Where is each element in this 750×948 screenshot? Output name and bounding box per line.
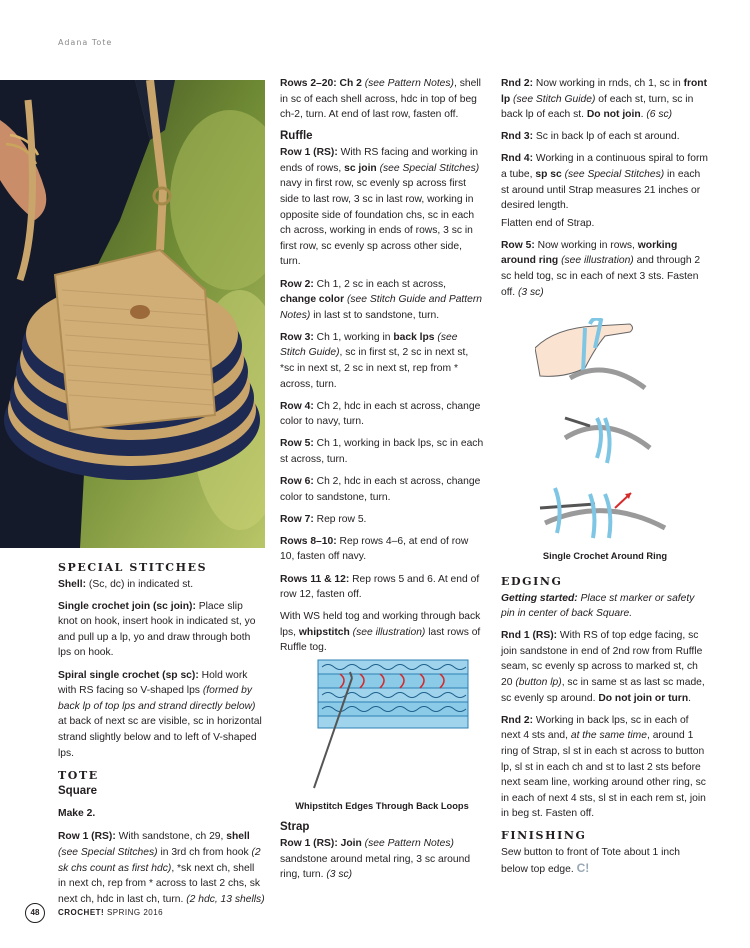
- ruffle-row-4: Row 4: Ch 2, hdc in each st across, change color to navy, turn.: [280, 400, 481, 428]
- edging-heading: EDGING: [501, 575, 563, 588]
- ruffle-row-1: Row 1 (RS): With RS facing and working in ends of rows, sc join (see Special Stitches) navy in first row, sc evenly sp across first side to last row, 3 sc in last row, working in opposite side of foundation chs, sc in each ch across, working in ends of rows, 3 sc in first row, sc evenly sp across other side, turn.: [280, 147, 480, 268]
- whipstitch-caption: Whipstitch Edges Through Back Loops: [295, 801, 469, 811]
- column-middle: [280, 76, 484, 663]
- finishing-text: Sew button to front of Tote about 1 inch below top edge. C!: [501, 847, 680, 875]
- ruffle-subheading: Ruffle: [280, 130, 313, 143]
- end-mark: C!: [576, 860, 590, 875]
- edging-rnd-2: Rnd 2: Working in back lps, sc in each of next 4 sts and, at the same time, around 1 ring of Strap, sl st in each st across to button lp, sl st in each ch and st to last 2 sts before next seam line, working around other ring, sc in each of next 4 sts, sl st in each rem st, join in beg st. Fasten off.: [501, 714, 706, 820]
- ruffle-rows-11-12: Rows 11 & 12: Rep rows 5 and 6. At end of row 12, fasten off.: [280, 573, 480, 601]
- shell-definition: Shell: (Sc, dc) in indicated st.: [58, 578, 194, 590]
- ruffle-row-2: Row 2: Ch 1, 2 sc in each st across, change color (see Stitch Guide and Pattern Notes) in last st to sandstone, turn.: [280, 278, 483, 321]
- ruffle-row-6: Row 6: Ch 2, hdc in each st across, change color to sandstone, turn.: [280, 476, 481, 503]
- sp-sc-definition: Spiral single crochet (sp sc): Hold work with RS facing so V-shaped lps (formed by back lp of top lps and strand directly below) at back of next sc are visible, sc in horizontal strand slightly below and to left of V-shaped lps.: [58, 669, 262, 759]
- sc-join-definition: Single crochet join (sc join): Place slip knot on hook, insert hook in indicated st, yo and pull up a lp, yo and draw through both lps on hook.: [58, 600, 256, 659]
- strap-rnd-2: Rnd 2: Now working in rnds, ch 1, sc in front lp (see Stitch Guide) of each st, turn, sc in back lp of each st. Do not join. (6 sc): [501, 78, 708, 121]
- tote-heading: TOTE: [58, 768, 99, 782]
- edging-rnd-1: Rnd 1 (RS): With RS of top edge facing, sc join sandstone in end of 2nd row from Ruffle seam, sc evenly sp across to marked st, ch 20 (button lp), sc in same st as last sc made, sc evenly sp around. Do not join or turn.: [501, 630, 705, 704]
- page-number: 48: [25, 903, 45, 923]
- strap-row-1: Row 1 (RS): Join (see Pattern Notes) sandstone around metal ring, 3 sc around ring, turn. (3 sc): [280, 838, 471, 881]
- ruffle-row-5: Row 5: Ch 1, working in back lps, sc in each st across, turn.: [280, 438, 484, 465]
- special-stitches-heading: SPECIAL STITCHES: [58, 561, 208, 574]
- photo-bag: [0, 80, 265, 548]
- column-right: [501, 76, 709, 307]
- strap-rnd-4: Rnd 4: Working in a continuous spiral to form a tube, sp sc (see Special Stitches) in each st around until Strap measures 21 inches or desired length.: [501, 153, 708, 212]
- whipstitch-illustration: [300, 652, 475, 792]
- ruffle-row-3: Row 3: Ch 1, working in back lps (see Stitch Guide), sc in first st, 2 sc in next st, *sc in next st, 2 sc in next st, rep from * across, turn.: [280, 331, 469, 390]
- getting-started: Getting started: Place st marker or safety pin in center of back Square.: [501, 592, 695, 620]
- whipstitch-instruction: With WS held tog and working through back lps, whipstitch (see illustration) last rows of Ruffle tog.: [280, 611, 481, 654]
- sc-around-ring-illustration: [535, 318, 675, 544]
- make-count: Make 2.: [58, 807, 96, 819]
- edging-finishing: [501, 572, 709, 884]
- finishing-heading: FINISHING: [501, 829, 587, 843]
- ruffle-rows-8-10: Rows 8–10: Rep rows 4–6, at end of row 10, fasten off navy.: [280, 535, 469, 563]
- tote-row-1: Row 1 (RS): With sandstone, ch 29, shell (see Special Stitches) in 3rd ch from hook (2 sk chs count as first hdc), *sk next ch, shell in next ch, rep from * across to last 2 chs, sk next ch, hdc in last ch, turn. (2 hdc, 13 shells): [58, 831, 265, 905]
- sc-around-ring-caption: Single Crochet Around Ring: [542, 551, 668, 561]
- magazine-footer: CROCHET! SPRING 2016: [58, 908, 164, 917]
- column-left: [58, 558, 265, 914]
- strap-subheading: Strap: [280, 821, 310, 833]
- rows-2-20: Rows 2–20: Ch 2 (see Pattern Notes), shell in sc of each shell across, hdc in top of beg ch-2, turn. At end of last row, fasten off.: [280, 78, 481, 121]
- strap-rnd-3: Rnd 3: Sc in back lp of each st around.: [501, 131, 680, 143]
- strap-row-5: Row 5: Now working in rows, working around ring (see illustration) and through 2 sc held tog, sc in each of next 3 sts. Fasten off. (3 sc): [501, 239, 701, 298]
- running-title: Adana Tote: [58, 38, 113, 47]
- strap-section: [280, 820, 484, 889]
- ruffle-row-7: Row 7: Rep row 5.: [280, 513, 367, 525]
- square-subheading: Square: [58, 785, 97, 798]
- flatten-strap: Flatten end of Strap.: [501, 217, 595, 229]
